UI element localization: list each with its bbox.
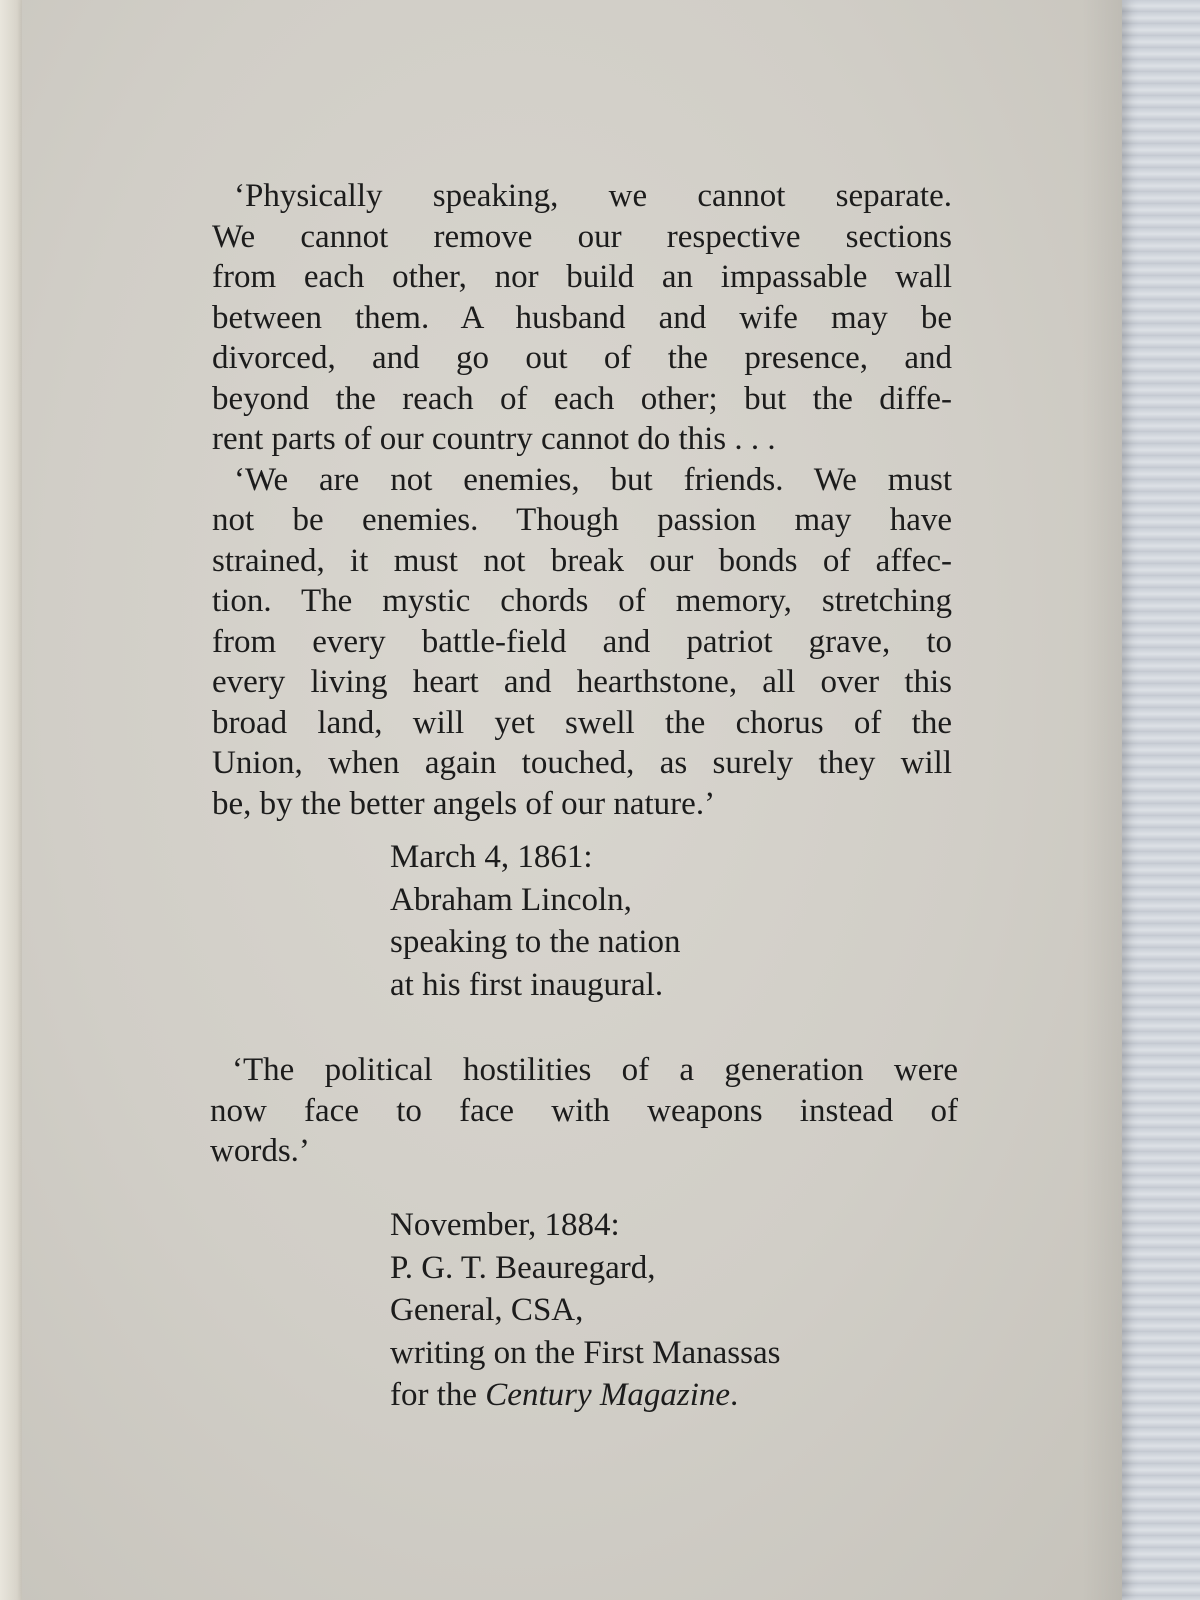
lincoln-quote (212, 176, 952, 824)
publication-title: Century Magazine (485, 1377, 731, 1413)
quote-line: from every battle-field and patriot grave, to (212, 623, 952, 660)
attribution-line: November, 1884: (390, 1207, 620, 1243)
attribution-line: General, CSA, (390, 1292, 584, 1328)
beauregard-quote (210, 1050, 958, 1172)
quote-line: Union, when again touched, as surely they will (212, 745, 952, 781)
quote-line: divorced, and go out of the presence, and (212, 340, 952, 376)
quote-line: not be enemies. Though passion may have (212, 502, 952, 538)
lincoln-attribution (390, 836, 910, 1006)
quote-line: tion. The mystic chords of memory, stretching (212, 583, 952, 619)
book-page (22, 0, 1122, 1600)
quote-line: rent parts of our country cannot do this . . . (212, 421, 776, 457)
attribution-line: speaking to the nation (390, 924, 681, 960)
attribution-suffix: . (730, 1377, 739, 1413)
attribution-line: writing on the First Manassas (390, 1334, 781, 1371)
attribution-line: at his first inaugural. (390, 966, 664, 1003)
quote-line: beyond the reach of each other; but the diffe- (212, 380, 952, 417)
attribution-prefix: for the (390, 1377, 486, 1413)
quote-line: from each other, nor build an impassable wall (212, 259, 952, 295)
quote-line: ‘We are not enemies, but friends. We must (234, 461, 952, 498)
attribution-line: March 4, 1861: (390, 839, 593, 875)
attribution-line: Abraham Lincoln, (390, 881, 632, 918)
quote-line: We cannot remove our respective sections (212, 218, 952, 255)
quote-line: broad land, will yet swell the chorus of the (212, 704, 952, 741)
quote-line: words.’ (210, 1133, 310, 1169)
quote-line: strained, it must not break our bonds of affec- (212, 542, 952, 579)
quote-line: ‘Physically speaking, we cannot separate. (234, 178, 952, 214)
beauregard-attribution (390, 1204, 950, 1417)
quote-line: be, by the better angels of our nature.’ (212, 785, 716, 822)
attribution-line (390, 1374, 950, 1417)
quote-line: now face to face with weapons instead of (210, 1092, 958, 1129)
quote-line: every living heart and hearthstone, all over this (212, 664, 952, 700)
attribution-line: P. G. T. Beauregard, (390, 1249, 656, 1286)
quote-line: ‘The political hostilities of a generation were (232, 1052, 958, 1088)
quote-line: between them. A husband and wife may be (212, 299, 952, 336)
